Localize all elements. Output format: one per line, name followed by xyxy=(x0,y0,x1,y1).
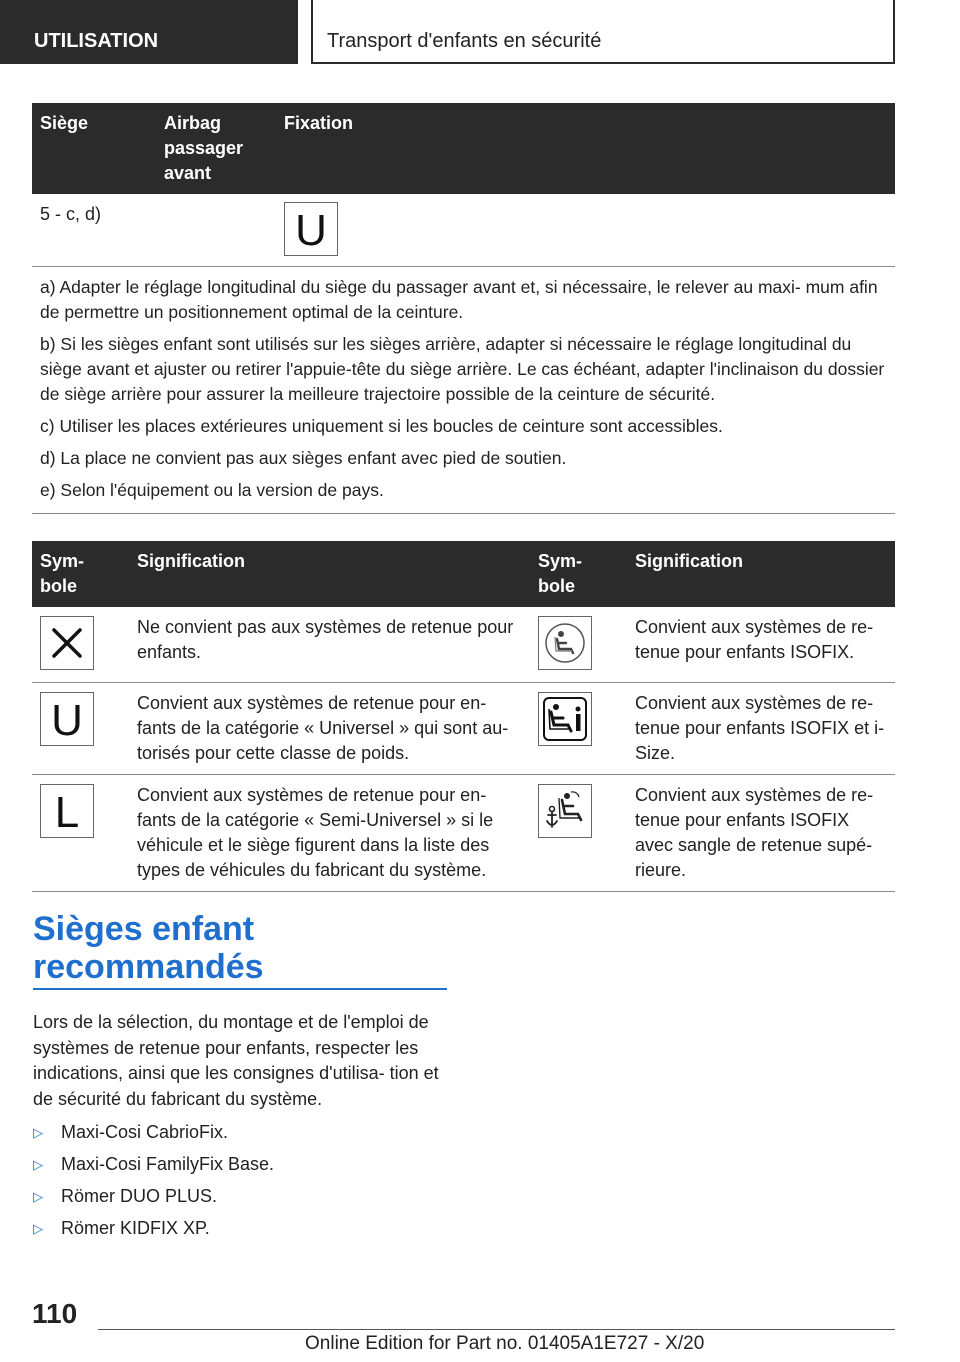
header-meaning-left: Signification xyxy=(129,541,530,607)
footnote-e: e) Selon l'équipement ou la version de pays. xyxy=(40,480,384,500)
intro-paragraph: Lors de la sélection, du montage et de l'emploi de systèmes de retenue pour enfants, respecter les indications, ainsi que les consignes d'utilisa- tion et de sécurité du fabricant du système. xyxy=(33,1012,439,1109)
triangle-bullet-icon: ▷ xyxy=(33,1125,43,1140)
footnote-c: c) Utiliser les places extérieures uniquement si les boucles de ceinture sont accessibles. xyxy=(40,416,723,436)
edition-text: Online Edition for Part no. 01405A1E727 - X/20 xyxy=(305,1333,705,1354)
list-item xyxy=(33,1215,447,1247)
table-row xyxy=(32,607,895,682)
seat-table-header xyxy=(32,103,895,194)
table-row xyxy=(32,682,895,774)
triangle-bullet-icon: ▷ xyxy=(33,1189,43,1204)
isofix-isize-icon xyxy=(538,692,592,746)
section-title-header: Transport d'enfants en sécurité xyxy=(327,30,602,52)
footnotes-row xyxy=(32,267,895,514)
footnotes xyxy=(32,267,895,514)
isofix-icon xyxy=(538,616,592,670)
table-row xyxy=(32,774,895,891)
header-symbol-right: Sym- bole xyxy=(530,541,627,607)
header-meaning-right: Signification xyxy=(627,541,895,607)
svg-text:L: L xyxy=(54,788,80,833)
symbol-table xyxy=(32,541,895,892)
section-heading-line2: recommandés xyxy=(33,948,264,986)
header-fixation: Fixation xyxy=(276,103,895,194)
triangle-bullet-icon: ▷ xyxy=(33,1157,43,1172)
meaning-cell: Convient aux systèmes de re- tenue pour enfants ISOFIX et i-Size. xyxy=(627,682,895,774)
fixation-cell xyxy=(276,194,895,267)
list-item-text: Römer DUO PLUS. xyxy=(61,1186,218,1206)
u-universal-icon xyxy=(40,692,94,746)
symbol-table-header xyxy=(32,541,895,607)
section-tab xyxy=(311,0,895,64)
section-heading xyxy=(33,910,447,986)
l-semi-universal-icon xyxy=(40,784,94,838)
page-number: 110 xyxy=(32,1298,78,1329)
seat-table xyxy=(32,103,895,514)
svg-text:U: U xyxy=(51,696,83,741)
meaning-cell: Convient aux systèmes de retenue pour en- fants de la catégorie « Semi-Universel » si le véhicule et le siège figurent dans la liste des types de véhicules du fabricant du système. xyxy=(129,774,530,891)
table-row xyxy=(32,194,895,267)
list-item xyxy=(33,1151,447,1183)
list-item-text: Römer KIDFIX XP. xyxy=(61,1218,210,1238)
list-item xyxy=(33,1119,447,1151)
u-universal-icon-glyph xyxy=(291,207,331,251)
header-airbag: Airbag passager avant xyxy=(156,103,276,194)
footer-rule xyxy=(98,1329,895,1330)
triangle-bullet-icon: ▷ xyxy=(33,1221,43,1236)
header-symbol-left: Sym- bole xyxy=(32,541,129,607)
list-item-text: Maxi-Cosi FamilyFix Base. xyxy=(61,1154,275,1174)
x-mark-icon xyxy=(40,616,94,670)
section-heading-line1: Sièges enfant xyxy=(33,910,255,948)
airbag-cell xyxy=(156,194,276,267)
heading-underline xyxy=(33,988,447,990)
recommended-seat-list xyxy=(33,1119,447,1247)
seat-cell: 5 - c, d) xyxy=(32,194,156,267)
isofix-top-tether-icon xyxy=(538,784,592,838)
meaning-cell: Convient aux systèmes de re- tenue pour enfants ISOFIX avec sangle de retenue supé- rieure. xyxy=(627,774,895,891)
chapter-title: UTILISATION xyxy=(34,30,159,52)
footnote-d: d) La place ne convient pas aux sièges enfant avec pied de soutien. xyxy=(40,448,567,468)
footnote-b: b) Si les sièges enfant sont utilisés sur les sièges arrière, adapter si nécessaire le réglage longitudinal du siège avant et ajuster ou retirer l'appuie-tête du siège arrière. Le cas échéant, adapter l'inclinaison du dossier de siège arrière pour assurer la meilleure trajectoire possible de la ceinture de sécurité. xyxy=(40,334,885,404)
list-item-text: Maxi-Cosi CabrioFix. xyxy=(61,1122,229,1142)
meaning-cell: Convient aux systèmes de retenue pour en- fants de la catégorie « Universel » qui sont au- torisés pour cette classe de poids. xyxy=(129,682,530,774)
u-universal-icon xyxy=(284,202,338,256)
meaning-cell: Convient aux systèmes de re- tenue pour enfants ISOFIX. xyxy=(627,607,895,682)
meaning-cell: Ne convient pas aux systèmes de retenue pour enfants. xyxy=(129,607,530,682)
header-seat: Siège xyxy=(32,103,156,194)
list-item xyxy=(33,1183,447,1215)
footnote-a: a) Adapter le réglage longitudinal du siège du passager avant et, si nécessaire, le relever au maxi- mum afin de permettre un positionnement optimal de la ceinture. xyxy=(40,277,878,322)
chapter-tab xyxy=(0,0,298,64)
svg-text:U: U xyxy=(295,207,327,251)
